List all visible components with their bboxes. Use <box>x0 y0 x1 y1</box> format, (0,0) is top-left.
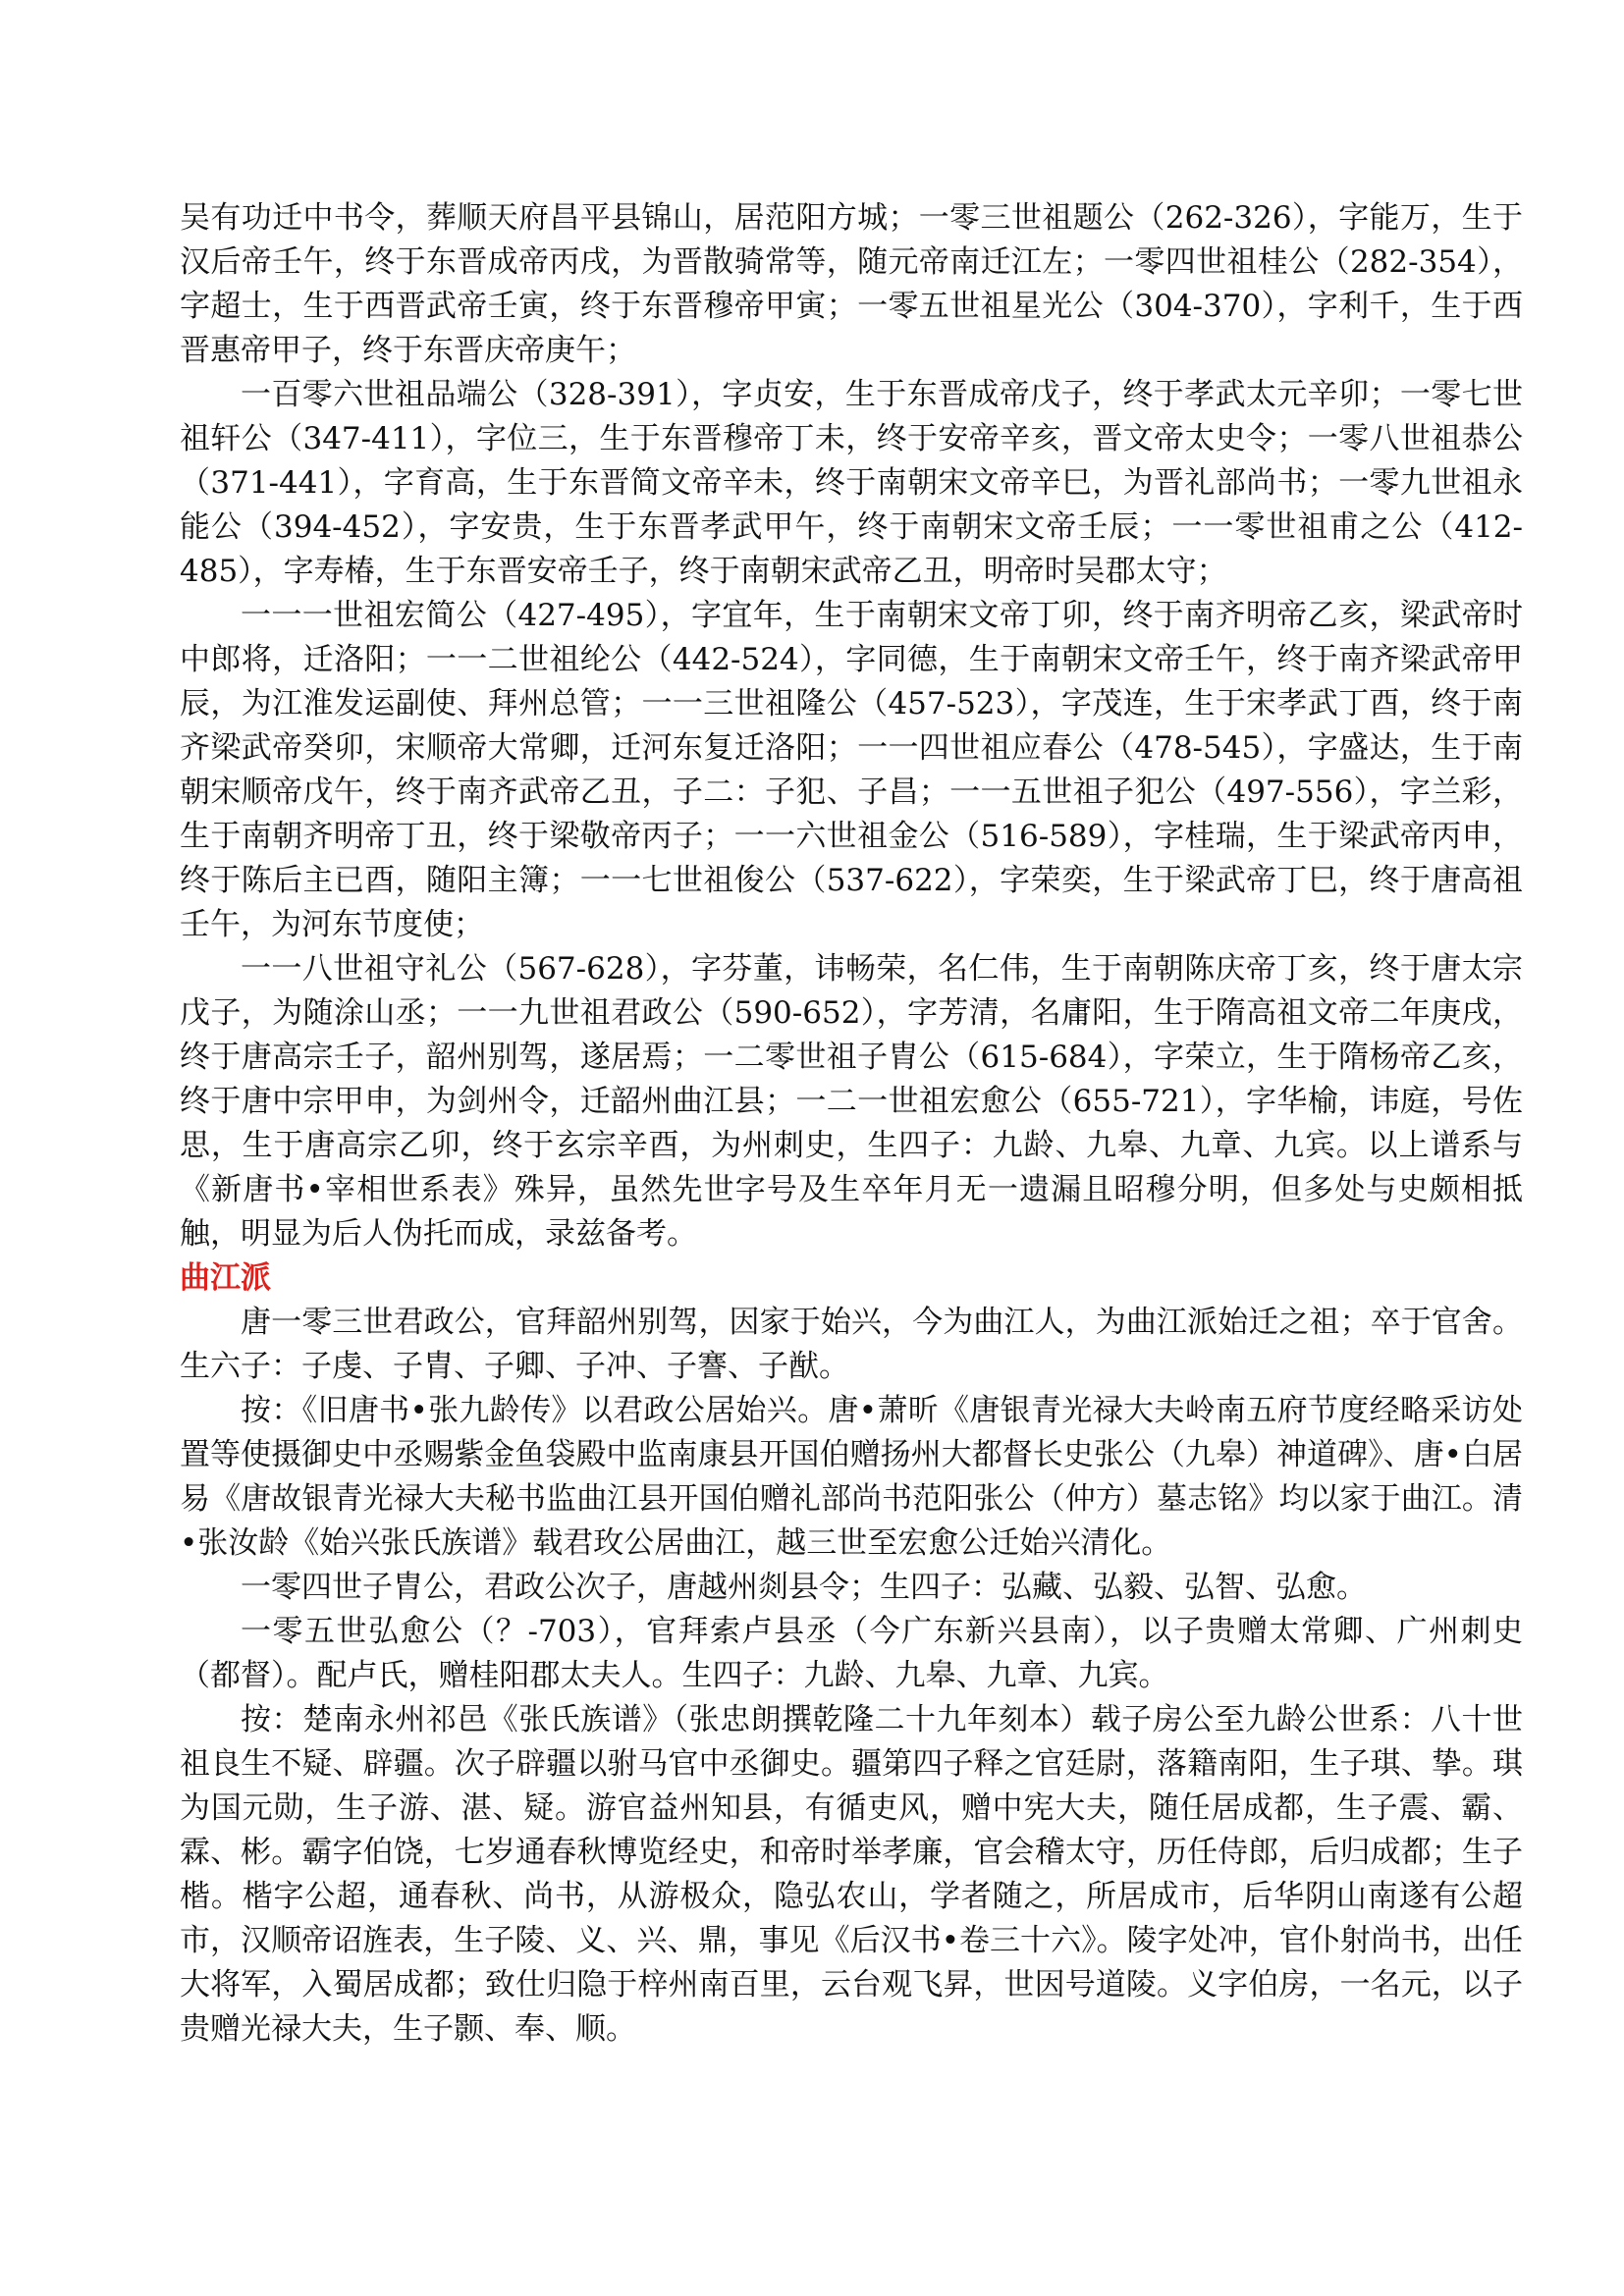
section-paragraph-5: 按：楚南永州祁邑《张氏族谱》（张忠朗撰乾隆二十九年刻本）载子房公至九龄公世系：八十世祖良生不疑、辟疆。次子辟疆以驸马官中丞御史。疆第四子释之官廷尉，落籍南阳，生子琪、挚。琪为国元勋，生子游、湛、疑。游官益州知县，有循吏风，赠中宪大夫，随任居成都，生子震、霸、霖、彬。霸字伯饶，七岁通春秋博览经史，和帝时举孝廉，官会稽太守，历任侍郎，后归成都；生子楷。楷字公超，通春秋、尚书，从游极众，隐弘农山，学者随之，所居成市，后华阴山南遂有公超市，汉顺帝诏旌表，生子陵、义、兴、鼎，事见《后汉书•卷三十六》。陵字处冲，官仆射尚书，出任大将军，入蜀居成都；致仕归隐于梓州南百里，云台观飞昇，世因号道陵。义字伯房，一名元，以子贵赠光禄大夫，生子颢、奉、顺。 <box>180 1702 1523 2047</box>
section-paragraph-3: 一零四世子胄公，君政公次子，唐越州剡县令；生四子：弘藏、弘毅、弘智、弘愈。 <box>241 1570 1367 1605</box>
paragraph-3: 一一一世祖宏简公（427-495），字宜年，生于南朝宋文帝丁卯，终于南齐明帝乙亥，梁武帝时中郎将，迁洛阳；一一二世祖纶公（442-524），字同德，生于南朝宋文帝壬午，终于南齐梁武帝甲辰，为江淮发运副使、拜州总管；一一三世祖隆公（457-523），字茂连，生于宋孝武丁酉，终于南齐梁武帝癸卯，宋顺帝大常卿，迁河东复迁洛阳；一一四世祖应春公（478-545），字盛达，生于南朝宋顺帝戊午，终于南齐武帝乙丑，子二：子犯、子昌；一一五世祖子犯公（497-556），字兰彩，生于南朝齐明帝丁丑，终于梁敬帝丙子；一一六世祖金公（516-589），字桂瑞，生于梁武帝丙申，终于陈后主已酉，随阳主簿；一一七世祖俊公（537-622），字荣奕，生于梁武帝丁巳，终于唐高祖壬午，为河东节度使； <box>180 598 1523 942</box>
section-heading-qujiang: 曲江派 <box>180 1260 271 1296</box>
section-paragraph-4: 一零五世弘愈公（？-703），官拜索卢县丞（今广东新兴县南），以子贵赠太常卿、广州刺史（都督）。配卢氏，赠桂阳郡太夫人。生四子：九龄、九皋、九章、九宾。 <box>180 1614 1523 1693</box>
document-page <box>180 196 1523 2052</box>
paragraph-1: 吴有功迁中书令，葬顺天府昌平县锦山，居范阳方城；一零三世祖题公（262-326），字能万，生于汉后帝壬午，终于东晋成帝丙戌，为晋散骑常等，随元帝南迁江左；一零四世祖桂公（282-354），字超士，生于西晋武帝壬寅，终于东晋穆帝甲寅；一零五世祖星光公（304-370），字利千，生于西晋惠帝甲子，终于东晋庆帝庚午； <box>180 200 1523 368</box>
paragraph-2: 一百零六世祖品端公（328-391），字贞安，生于东晋成帝戊子，终于孝武太元辛卯；一零七世祖轩公（347-411），字位三，生于东晋穆帝丁未，终于安帝辛亥，晋文帝太史令；一零八世祖恭公（371-441），字育高，生于东晋简文帝辛未，终于南朝宋文帝辛巳，为晋礼部尚书；一零九世祖永能公（394-452），字安贵，生于东晋孝武甲午，终于南朝宋文帝壬辰；一一零世祖甫之公（412-485），字寿椿，生于东晋安帝壬子，终于南朝宋武帝乙丑，明帝时吴郡太守； <box>180 377 1523 589</box>
section-paragraph-1: 唐一零三世君政公，官拜韶州别驾，因家于始兴，今为曲江人，为曲江派始迁之祖；卒于官舍。生六子：子虔、子胄、子卿、子冲、子謇、子猷。 <box>180 1305 1523 1384</box>
section-paragraph-2: 按：《旧唐书•张九龄传》以君政公居始兴。唐•萧昕《唐银青光禄大夫岭南五府节度经略采访处置等使摄御史中丞赐紫金鱼袋殿中监南康县开国伯赠扬州大都督长史张公（九皋）神道碑》、唐•白居易《唐故银青光禄大夫秘书监曲江县开国伯赠礼部尚书范阳张公（仲方）墓志铭》均以家于曲江。清•张汝龄《始兴张氏族谱》载君玫公居曲江，越三世至宏愈公迁始兴清化。 <box>180 1393 1523 1561</box>
paragraph-4: 一一八世祖守礼公（567-628），字芬董，讳畅荣，名仁伟，生于南朝陈庆帝丁亥，终于唐太宗戊子，为随涂山丞；一一九世祖君政公（590-652），字芳清，名庸阳，生于隋高祖文帝二年庚戌，终于唐高宗壬子，韶州别驾，遂居焉；一二零世祖子胄公（615-684），字荣立，生于隋杨帝乙亥，终于唐中宗甲申，为剑州令，迁韶州曲江县；一二一世祖宏愈公（655-721），字华榆，讳庭，号佐思，生于唐高宗乙卯，终于玄宗辛酉，为州刺史，生四子：九龄、九皋、九章、九宾。以上谱系与《新唐书•宰相世系表》殊异，虽然先世字号及生卒年月无一遗漏且昭穆分明，但多处与史颇相抵触，明显为后人伪托而成，录兹备考。 <box>180 951 1523 1252</box>
